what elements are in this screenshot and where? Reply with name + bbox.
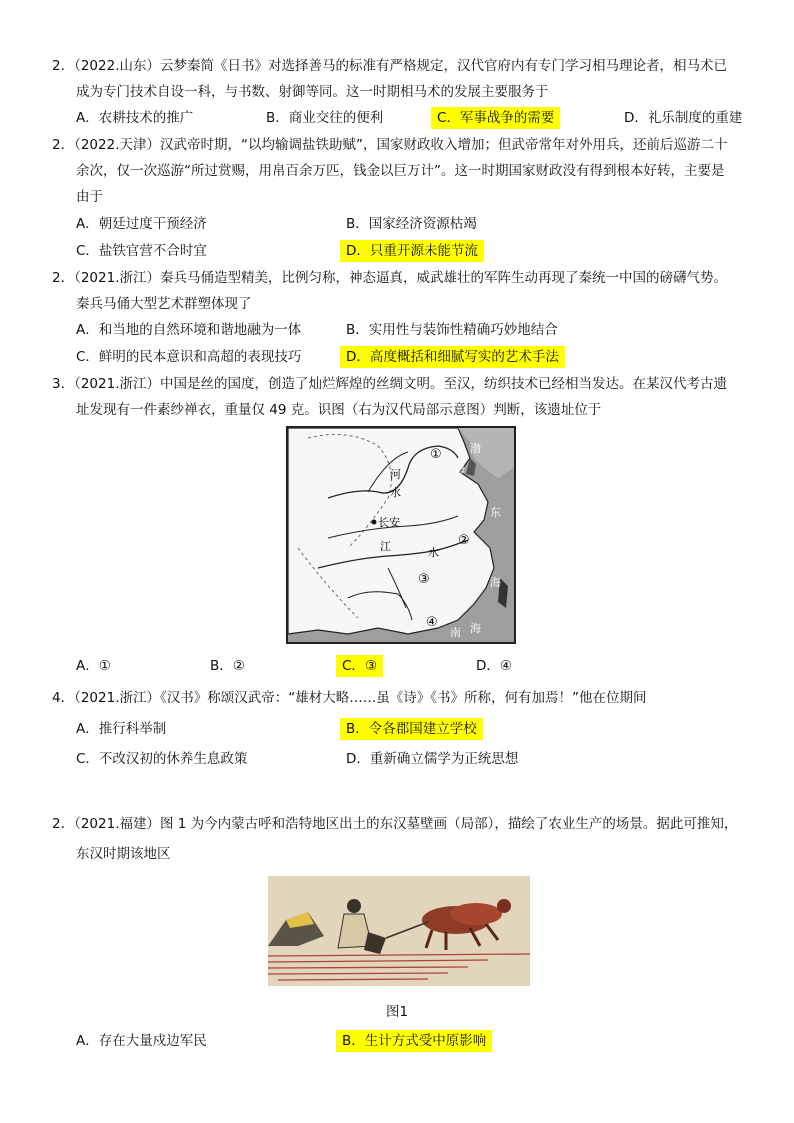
q1-option-d: D．礼乐制度的重建	[624, 110, 743, 126]
q1-option-a: A．农耕技术的推广	[76, 110, 194, 126]
marker-2: ②	[458, 533, 470, 548]
land-area	[288, 428, 494, 634]
figure-caption: 图1	[386, 1004, 409, 1020]
q5-option-d: D．重新确立儒学为正统思想	[346, 751, 519, 767]
q5-stem-line1: 4．（2021.浙江）《汉书》称颂汉武帝：“雄材大略……虽《诗》《书》所称，何有加焉！”他在位期间	[52, 690, 647, 706]
q5-option-a: A．推行科举制	[76, 721, 167, 737]
label-dong: 东	[490, 506, 501, 519]
ox-head	[497, 899, 511, 913]
q3-stem-line1: 2．（2021.浙江）秦兵马俑造型精美，比例匀称，神态逼真，威武雄壮的军阵生动再现了秦统一中国的磅礴气势。	[52, 270, 727, 286]
marker-4: ④	[426, 615, 438, 630]
q4-option-a: A．①	[76, 658, 111, 674]
label-hai2: 海	[490, 576, 501, 589]
q3-option-d-highlighted: D．高度概括和细腻写实的艺术手法	[340, 346, 565, 368]
q4-stem-line1: 3．（2021.浙江）中国是丝的国度，创造了灿烂辉煌的丝绸文明。至汉，纺织技术已经相当发达。在某汉代考古遗	[52, 376, 727, 392]
label-changan: 长安	[378, 516, 400, 529]
marker-1: ①	[430, 447, 442, 462]
marker-3: ③	[418, 572, 430, 587]
q3-option-b: B．实用性与装饰性精确巧妙地结合	[346, 322, 558, 338]
q4-option-c-highlighted: C．③	[336, 655, 383, 677]
q3-option-c: C．鲜明的民本意识和高超的表现技巧	[76, 349, 302, 365]
q2-stem-line3: 由于	[76, 189, 103, 205]
q1-stem-line1: 2．（2022.山东）云梦秦简《日书》对选择善马的标准有严格规定，汉代官府内有专门学习相马理论者，相马术已	[52, 58, 727, 74]
label-shui2: 水	[428, 546, 439, 559]
q6-option-a: A．存在大量戍边军民	[76, 1033, 207, 1049]
q4-option-d: D．④	[476, 658, 512, 674]
q1-stem-line2: 成为专门技术自设一科，与书数、射御等同。这一时期相马术的发展主要服务于	[76, 84, 549, 100]
han-dynasty-map	[286, 426, 516, 644]
q5-option-b-highlighted: B．令各郡国建立学校	[340, 718, 483, 740]
label-bo: 渤	[470, 442, 481, 455]
q2-stem-line1: 2．（2022.天津）汉武帝时期，“以均输调盐铁助赋”，国家财政收入增加；但武帝常年对外用兵，还前后巡游二十	[52, 137, 728, 153]
q4-option-b: B．②	[210, 658, 245, 674]
q2-option-b: B．国家经济资源枯竭	[346, 216, 477, 232]
farmer-head	[347, 899, 361, 913]
q6-stem-line2: 东汉时期该地区	[76, 846, 171, 862]
label-shui1: 水	[390, 486, 401, 499]
q5-option-c: C．不改汉初的休养生息政策	[76, 751, 248, 767]
changan-dot	[372, 520, 377, 525]
tomb-mural-image	[268, 876, 530, 986]
label-hai1: 海	[454, 462, 465, 475]
q3-option-a: A．和当地的自然环境和谐地融为一体	[76, 322, 302, 338]
q2-stem-line2: 余次，仅一次巡游“所过赏赐，用帛百余万匹，钱金以巨万计”。这一时期国家财政没有得到根本好转，主要是	[76, 163, 725, 179]
q1-option-b: B．商业交往的便利	[266, 110, 384, 126]
q2-option-d-highlighted: D．只重开源未能节流	[340, 240, 484, 262]
q6-stem-line1: 2．（2021.福建）图 1 为今内蒙古呼和浩特地区出土的东汉墓壁画（局部），描绘了农业生产的场景。据此可推知，	[52, 816, 738, 832]
q4-stem-line2: 址发现有一件素纱禅衣，重量仅 49 克。识图（右为汉代局部示意图）判断，该遗址位于	[76, 402, 602, 418]
label-hai3: 海	[470, 622, 481, 635]
label-jiang: 江	[380, 540, 391, 553]
label-nan: 南	[450, 626, 461, 639]
mural-graphic	[268, 876, 530, 986]
label-he: 河	[390, 468, 401, 481]
q2-option-a: A．朝廷过度干预经济	[76, 216, 207, 232]
q3-stem-line2: 秦兵马俑大型艺术群塑体现了	[76, 296, 252, 312]
q2-option-c: C．盐铁官营不合时宜	[76, 243, 207, 259]
map-graphic	[288, 428, 514, 642]
q6-option-b-highlighted: B．生计方式受中原影响	[336, 1030, 492, 1052]
q1-option-c-highlighted: C．军事战争的需要	[431, 107, 560, 129]
